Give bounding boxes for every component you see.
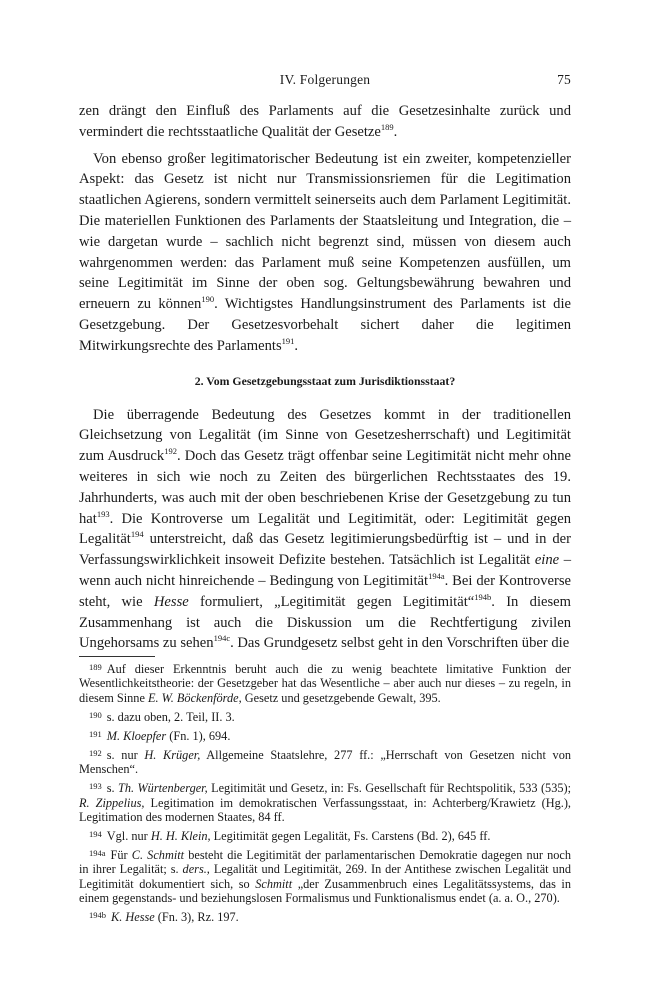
- footnote-ref-194c[interactable]: 194c: [213, 633, 231, 644]
- footnote-ref-190[interactable]: 190: [201, 294, 215, 305]
- footnote-ref-194b[interactable]: 194b: [474, 591, 492, 602]
- footnote-194b: $^{194b}$ K. Hesse (Fn. 3), Rz. 197.: [89, 910, 239, 925]
- running-header: [79, 72, 571, 92]
- footnote-ref-191[interactable]: 191: [281, 335, 295, 346]
- footnote-ref-194a[interactable]: 194a: [428, 570, 445, 581]
- footnote-ref-192[interactable]: 192: [164, 446, 177, 457]
- footnote-190: $^{190}$ s. dazu oben, 2. Teil, II. 3.: [89, 709, 235, 724]
- paragraph-1: zen drängt den Einfluß des Parlaments auf die Gesetzesinhalte zurück und vermindert die rechtsstaatliche Qualität der Gesetze$^{189}$.: [79, 103, 571, 140]
- footnote-194: $^{194}$ Vgl. nur H. H. Klein, Legitimität gegen Legalität, Fs. Carstens (Bd. 2), 645 ff.: [89, 829, 491, 844]
- author-hesse: Hesse: [153, 593, 189, 610]
- paragraph-3: Die überragende Bedeutung des Gesetzes kommt in der traditionellen Gleichsetzung von Legalität (im Sinne von Gesetzesherrschaft) und Legitimität zum Ausdruck$^{192}$. Doch das Gesetz trägt offenbar seine Legitimität nicht mehr ohne weiteres in sich wie noch zu Zeiten des bürgerlichen Rechtsstaates des 19. Jahrhunderts, was auch mit der oben beschriebenen Krise der Gesetzgebung zu tun hat$^{193}$. Die Kontroverse um Legalität und Legitimität, oder: Legitimität gegen Legalität$^{194}$ unterstreicht, daß das Gesetz legitimierungsbedürftig ist – und in der Verfassungswirklichkeit insoweit Defizite bestehen. Tatsächlich ist Legalität eine – wenn auch nicht hinreichende – Bedingung von Legitimität$^{194a}$. Bei der Kontroverse steht, wie Hesse formuliert, „Legitimität gegen Legitimität“$^{194b}$. In diesem Zusammenhang ist auch die Diskussion um die Rechtfertigung zivilen Ungehorsams zu sehen$^{194c}$. Das Grundgesetz selbst geht in den Vorschriften über die: [79, 406, 571, 652]
- footnote-192: $^{192}$ s. nur H. Krüger, Allgemeine Staatslehre, 277 ff.: „Herrschaft von Gesetzen nicht von Menschen“.: [79, 747, 571, 777]
- emphasis-eine: eine: [534, 552, 560, 569]
- page-number: 75: [557, 72, 571, 87]
- footnote-194a: $^{194a}$ Für C. Schmitt besteht die Legitimität der parlamentarischen Demokratie dagegen nur noch in ihrer Legalität; s. ders., Legalität und Legitimität, 269. In der Antithese zwischen Legalität und Legitimität dokumentiert sich, so Schmitt „der Zusammenbruch eines Legalitätssystems, das in einem gegenstands- und beziehungslosen Formalismus und Funktionalismus endet (a. a. O., 270).: [79, 848, 571, 906]
- footnote-191: $^{191}$ M. Kloepfer (Fn. 1), 694.: [89, 728, 231, 743]
- footnote-ref-193[interactable]: 193: [96, 508, 110, 519]
- main-text: [79, 101, 571, 654]
- footnote-ref-189[interactable]: 189: [380, 121, 394, 132]
- footnote-189: $^{189}$ Auf dieser Erkenntnis beruht auch die zu wenig beachtete limitative Funktion der Wesentlichkeitstheorie: der Gesetzgeber hat das Wesentliche – aber auch nur dieses – zu regeln, in diesem Sinne E. W. Böckenförde, Gesetz und gesetzgebende Gewalt, 395.: [79, 662, 571, 705]
- paragraph-2: Von ebenso großer legitimatorischer Bedeutung ist ein zweiter, kompetenzieller Aspekt: das Gesetz ist nicht nur Transmissionsriemen für die Legitimation staatlichen Agierens, sondern vermittelt seinerseits auch dem Parlament Legitimität. Die materiellen Funktionen des Parlaments der Staatsleitung und Integration, die – wie dargetan wurde – sachlich nicht begrenzt sind, müssen von diesem auch wahrgenommen werden: das Parlament muß seine Kompetenzen ausfüllen, um seine Legitimität im Sinne der oben sog. Geltungsbewährung bewahren und erneuern zu können$^{190}$. Wichtigstes Handlungsinstrument des Parlaments ist die Gesetzgebung. Der Gesetzesvorbehalt sichert daher die legitimen Mitwirkungsrechte des Parlaments$^{191}$.: [79, 150, 571, 354]
- footnotes: [79, 660, 571, 927]
- footnote-193: $^{193}$ s. Th. Würtenberger, Legitimität und Gesetz, in: Fs. Gesellschaft für Rechtspolitik, 533 (535); R. Zippelius, Legitimation im demokratischen Verfassungsstaat, in: Achterberg/Krawietz (Hg.), Legitimation des modernen Staates, 84 ff.: [79, 781, 572, 825]
- footnote-ref-194[interactable]: 194: [130, 529, 144, 540]
- footnote-separator: [79, 656, 155, 657]
- section-heading: 2. Vom Gesetzgebungsstaat zum Jurisdiktionsstaat?: [194, 373, 456, 388]
- chapter-title: IV. Folgerungen: [279, 72, 371, 87]
